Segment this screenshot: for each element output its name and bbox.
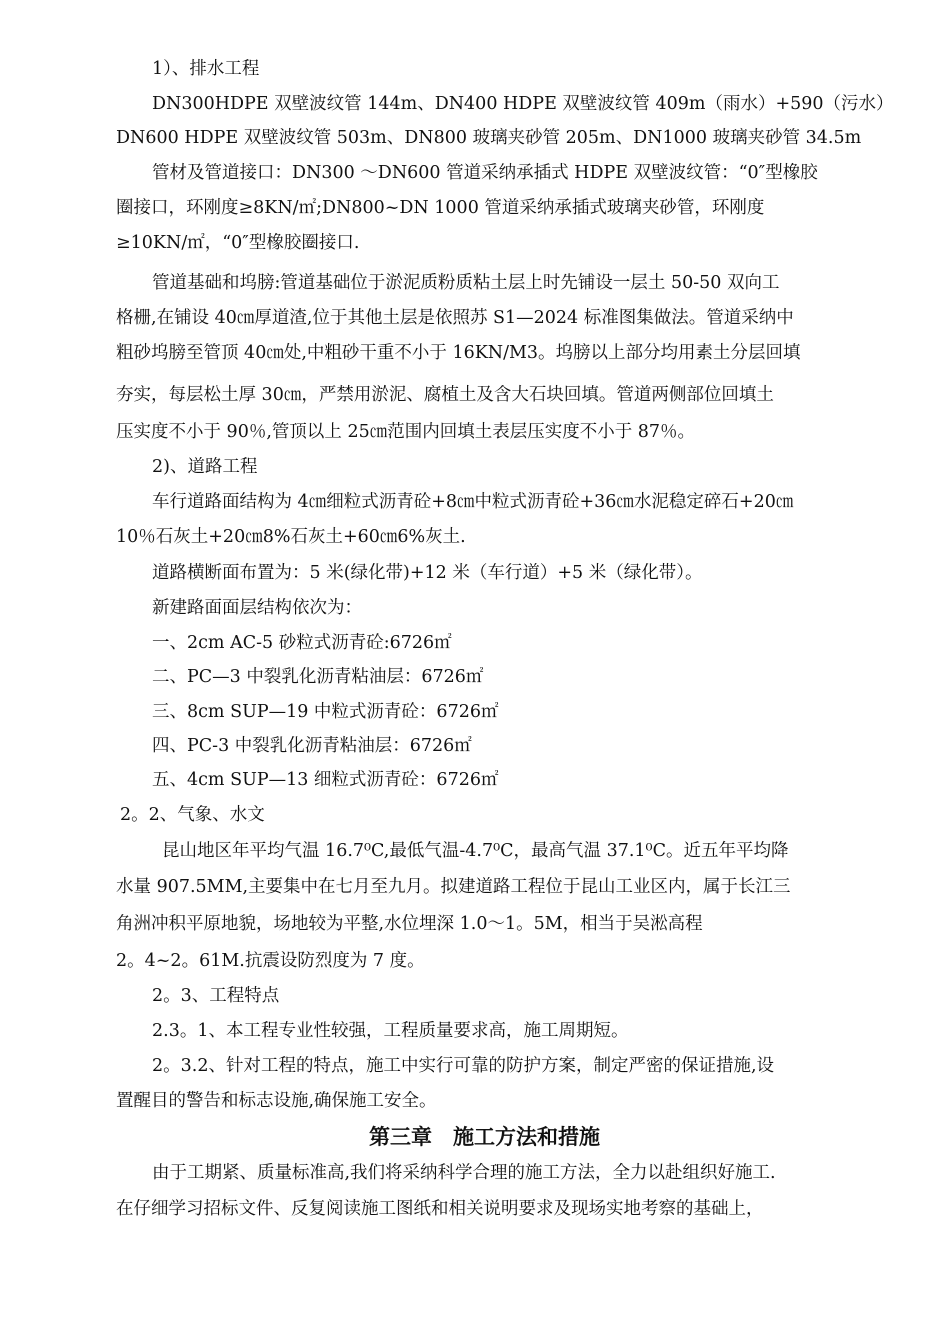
- paragraph-line: 在仔细学习招标文件、反复阅读施工图纸和相关说明要求及现场实地考察的基础上，: [116, 1199, 764, 1219]
- paragraph-line: ≥10KN/㎡，“0″型橡胶圈接口.: [116, 233, 360, 253]
- list-item: 二、PC—3 中裂乳化沥青粘油层：6726㎡: [152, 667, 484, 687]
- paragraph-line: 2.3。1、本工程专业性较强，工程质量要求高，施工周期短。: [152, 1021, 629, 1041]
- chapter-title: 第三章 施工方法和措施: [369, 1125, 600, 1149]
- paragraph-line: DN600 HDPE 双壁波纹管 503m、DN800 玻璃夹砂管 205m、DN1000 玻璃夹砂管 34.5m: [116, 128, 862, 148]
- paragraph-line: 2。3.2、针对工程的特点，施工中实行可靠的防护方案，制定严密的保证措施,设: [152, 1056, 775, 1076]
- paragraph-line: 新建路面面层结构依次为：: [152, 598, 362, 618]
- list-item: 四、PC-3 中裂乳化沥青粘油层：6726㎡: [152, 736, 472, 756]
- paragraph-line: 格栅,在铺设 40㎝厚道渣,位于其他土层是依照苏 S1—2024 标准图集做法。管道采纳中: [116, 308, 794, 328]
- paragraph-line: 道路横断面布置为：5 米(绿化带)+12 米（车行道）+5 米（绿化带）。: [152, 563, 703, 583]
- paragraph-line: 昆山地区年平均气温 16.7⁰C,最低气温-4.7⁰C，最高气温 37.1⁰C。近五年平均降: [162, 841, 789, 861]
- paragraph-line: 车行道路面结构为 4㎝细粒式沥青砼+8㎝中粒式沥青砼+36㎝水泥稳定碎石+20㎝: [152, 492, 794, 512]
- paragraph-line: 管材及管道接口：DN300 ～DN600 管道采纳承插式 HDPE 双壁波纹管：“0″型橡胶: [152, 163, 818, 183]
- paragraph-line: 水量 907.5MM,主要集中在七月至九月。拟建道路工程位于昆山工业区内，属于长江三: [116, 877, 791, 897]
- paragraph-line: 由于工期紧、质量标准高,我们将采纳科学合理的施工方法，全力以赴组织好施工.: [152, 1163, 776, 1183]
- heading-drainage: 1）、排水工程: [152, 59, 260, 79]
- paragraph-line: 管道基础和坞膀:管道基础位于淤泥质粉质粘土层上时先铺设一层土 50-50 双向工: [152, 273, 780, 293]
- paragraph-line: 粗砂坞膀至管顶 40㎝处,中粗砂干重不小于 16KN/M3。坞膀以上部分均用素土分层回填: [116, 343, 801, 363]
- paragraph-line: 10％石灰土+20㎝8%石灰土+60㎝6%灰土.: [116, 527, 466, 547]
- heading-road: 2)、道路工程: [152, 457, 258, 477]
- list-item: 五、4cm SUP—13 细粒式沥青砼：6726㎡: [152, 770, 499, 790]
- paragraph-line: 角洲冲积平原地貌，场地较为平整,水位埋深 1.0～1。5M，相当于吴淞高程: [116, 914, 703, 934]
- list-item: 一、2cm AC-5 砂粒式沥青砼:6726㎡: [152, 633, 452, 653]
- paragraph-line: 置醒目的警告和标志设施,确保施工安全。: [116, 1091, 437, 1111]
- list-item: 三、8cm SUP—19 中粒式沥青砼：6726㎡: [152, 702, 499, 722]
- paragraph-line: 压实度不小于 90％,管顶以上 25㎝范围内回填土表层压实度不小于 87％。: [116, 422, 696, 442]
- paragraph-line: 圈接口，环刚度≥8KN/㎡;DN800~DN 1000 管道采纳承插式玻璃夹砂管，环刚度: [116, 198, 765, 218]
- paragraph-line: 夯实，每层松土厚 30㎝，严禁用淤泥、腐植土及含大石块回填。管道两侧部位回填土: [116, 385, 774, 405]
- paragraph-line: 2。4~2。61M.抗震设防烈度为 7 度。: [116, 951, 425, 971]
- heading-weather: 2。2、气象、水文: [120, 805, 265, 825]
- heading-features: 2。3、工程特点: [152, 986, 280, 1006]
- paragraph-line: DN300HDPE 双壁波纹管 144m、DN400 HDPE 双壁波纹管 409m（雨水）+590（污水）: [152, 94, 894, 114]
